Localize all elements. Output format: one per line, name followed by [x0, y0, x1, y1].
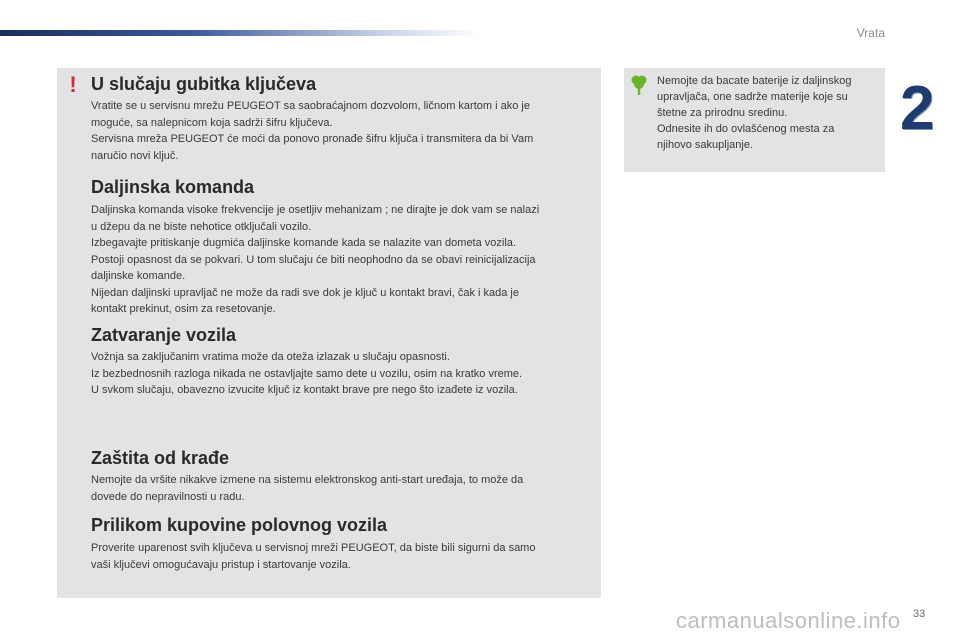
text-line: vaši ključevi omogućavaju pristup i startovanje vozila. [91, 558, 351, 571]
section-heading-lost-keys: U slučaju gubitka ključeva [91, 74, 317, 94]
text-line: u džepu da ne biste nehotice otključali vozilo. [91, 220, 312, 233]
header-gradient-bar [0, 30, 480, 36]
text-line: Servisna mreža PEUGEOT će moći da ponovo pronađe šifru ključa i transmitera da bi Vam [91, 133, 534, 145]
watermark: carmanualsonline.info [676, 608, 901, 633]
text-line: moguće, sa nalepnicom koja sadrži šifru ključeva. [91, 116, 333, 129]
section-text-remote-control [91, 202, 539, 318]
section-title: Vrata [856, 26, 885, 40]
text-line: Izbegavajte pritiskanje dugmića daljinske komande kada se nalazite van dometa vozila. [91, 237, 516, 249]
exclamation-icon: ! [69, 72, 77, 97]
chapter-number: 2 [900, 74, 935, 143]
text-line: Daljinska komanda visoke frekvencije je osetljiv mehanizam ; ne dirajte je dok vam se nalazi [91, 204, 540, 216]
text-line: Nijedan daljinski upravljač ne može da radi sve dok je ključ u kontakt bravi, čak i kada je [91, 286, 519, 299]
text-line: Odnesite ih do ovlašćenog mesta za [657, 123, 835, 135]
text-line: Vožnja sa zaključanim vratima može da oteža izlazak u slučaju opasnosti. [91, 351, 450, 363]
text-line: Nemojte da bacate baterije iz daljinskog [657, 75, 852, 87]
section-heading-used-vehicle: Prilikom kupovine polovnog vozila [91, 515, 388, 535]
text-line: daljinske komande. [91, 270, 186, 282]
tree-icon [630, 74, 648, 96]
text-line: kontakt prekinut, osim za resetovanje. [91, 303, 276, 315]
text-line: naručio novi ključ. [91, 149, 179, 162]
section-heading-remote-control: Daljinska komanda [91, 177, 255, 197]
text-line: U svkom slučaju, obavezno izvucite ključ iz kontakt brave pre nego što izađete iz vozila. [91, 384, 518, 396]
environment-note-text [657, 73, 879, 153]
text-line: njihovo sakupljanje. [657, 139, 754, 151]
text-line: štetne za prirodnu sredinu. [657, 107, 788, 119]
text-line: Postoji opasnost da se pokvari. U tom slučaju će biti neophodno da se obavi reinicijalizacija [91, 253, 536, 266]
text-line: Proverite uparenost svih ključeva u servisnoj mreži PEUGEOT, da biste bili sigurni da samo [91, 542, 536, 554]
text-line: dovede do nepravilnosti u radu. [91, 490, 245, 503]
section-heading-locking-vehicle: Zatvaranje vozila [91, 325, 237, 345]
section-text-locking-vehicle [91, 349, 522, 399]
section-heading-theft-protection: Zaštita od krađe [91, 448, 230, 468]
section-text-used-vehicle [91, 540, 535, 573]
text-line: upravljača, one sadrže materije koje su [657, 91, 848, 103]
page-number: 33 [913, 608, 926, 620]
section-text-theft-protection [91, 472, 523, 505]
section-text-lost-keys [91, 98, 533, 164]
text-line: Iz bezbednosnih razloga nikada ne ostavljajte samo dete u vozilu, osim na kratko vreme. [91, 367, 523, 380]
text-line: Vratite se u servisnu mrežu PEUGEOT sa saobraćajnom dozvolom, ličnom kartom i ako je [91, 100, 530, 112]
text-line: Nemojte da vršite nikakve izmene na sistemu elektronskog anti-start uređaja, to može da [91, 474, 524, 486]
